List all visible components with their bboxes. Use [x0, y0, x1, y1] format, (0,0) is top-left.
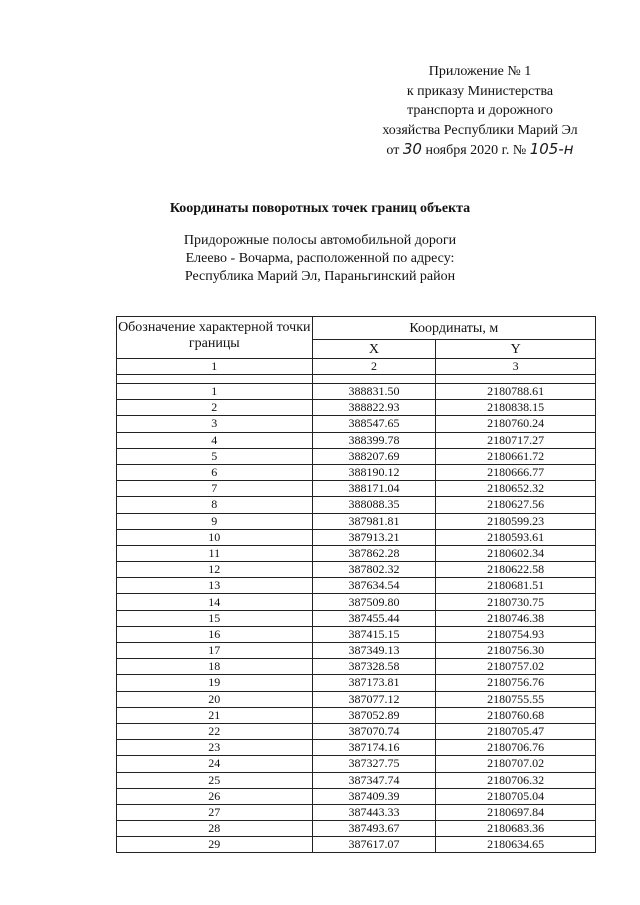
table-row [117, 529, 596, 545]
y-coordinate-cell: 2180707.02 [436, 756, 596, 772]
subtitle-line-2: Елеево - Вочарма, расположенной по адресу: [185, 251, 455, 266]
table-row [117, 400, 596, 416]
x-coordinate-cell: 388547.65 [312, 416, 436, 432]
point-number-cell: 27 [117, 804, 313, 820]
x-coordinate-cell: 387913.21 [312, 529, 436, 545]
point-number-cell: 6 [117, 464, 313, 480]
y-coordinate-cell: 2180683.36 [436, 821, 596, 837]
x-coordinate-cell: 388831.50 [312, 384, 436, 400]
point-number-cell: 18 [117, 659, 313, 675]
point-number-cell: 28 [117, 821, 313, 837]
table-row [117, 804, 596, 820]
y-coordinate-cell: 2180838.15 [436, 400, 596, 416]
y-coordinate-cell: 2180760.24 [436, 416, 596, 432]
x-coordinate-cell: 388088.35 [312, 497, 436, 513]
y-coordinate-cell: 2180697.84 [436, 804, 596, 820]
coordinates-rows [117, 384, 596, 853]
x-coordinate-cell: 387070.74 [312, 723, 436, 739]
y-coordinate-cell: 2180760.68 [436, 707, 596, 723]
table-row [117, 594, 596, 610]
point-number-cell: 19 [117, 675, 313, 691]
table-row [117, 497, 596, 513]
table-row [117, 788, 596, 804]
coordinates-header: Координаты, м [312, 317, 595, 340]
point-designation-header: Обозначение характерной точки границы [117, 317, 313, 359]
x-coordinate-cell: 387347.74 [312, 772, 436, 788]
point-number-cell: 21 [117, 707, 313, 723]
y-column-header: Y [436, 340, 596, 359]
table-row [117, 659, 596, 675]
table-row [117, 707, 596, 723]
document-header [360, 62, 600, 161]
point-number-cell: 29 [117, 837, 313, 853]
x-coordinate-cell: 387862.28 [312, 545, 436, 561]
document-title: Координаты поворотных точек границ объекта [169, 201, 471, 216]
y-coordinate-cell: 2180746.38 [436, 610, 596, 626]
point-number-cell: 9 [117, 513, 313, 529]
object-description [0, 232, 640, 286]
table-row [117, 562, 596, 578]
y-coordinate-cell: 2180593.61 [436, 529, 596, 545]
table-row [117, 821, 596, 837]
table-row [117, 643, 596, 659]
x-coordinate-cell: 387493.67 [312, 821, 436, 837]
appendix-label: Приложение № 1 [428, 64, 532, 79]
y-coordinate-cell: 2180599.23 [436, 513, 596, 529]
y-coordinate-cell: 2180627.56 [436, 497, 596, 513]
column-number: 1 [117, 359, 313, 375]
y-coordinate-cell: 2180756.30 [436, 643, 596, 659]
point-number-cell: 11 [117, 545, 313, 561]
table-row [117, 691, 596, 707]
table-row [117, 756, 596, 772]
x-coordinate-cell: 387509.80 [312, 594, 436, 610]
x-coordinate-cell: 387409.39 [312, 788, 436, 804]
x-coordinate-cell: 388822.93 [312, 400, 436, 416]
point-number-cell: 25 [117, 772, 313, 788]
x-coordinate-cell: 387802.32 [312, 562, 436, 578]
point-number-cell: 4 [117, 432, 313, 448]
order-date-line [360, 140, 600, 161]
y-coordinate-cell: 2180602.34 [436, 545, 596, 561]
point-number-cell: 20 [117, 691, 313, 707]
x-coordinate-cell: 388190.12 [312, 464, 436, 480]
table-row [117, 626, 596, 642]
point-number-cell: 5 [117, 448, 313, 464]
y-coordinate-cell: 2180666.77 [436, 464, 596, 480]
ministry-line: транспорта и дорожного [407, 103, 553, 118]
point-number-cell: 1 [117, 384, 313, 400]
point-number-cell: 3 [117, 416, 313, 432]
y-coordinate-cell: 2180705.04 [436, 788, 596, 804]
table-row [117, 481, 596, 497]
y-coordinate-cell: 2180705.47 [436, 723, 596, 739]
point-number-cell: 22 [117, 723, 313, 739]
point-number-cell: 8 [117, 497, 313, 513]
x-coordinate-cell: 387617.07 [312, 837, 436, 853]
point-number-cell: 23 [117, 740, 313, 756]
table-row [117, 464, 596, 480]
x-coordinate-cell: 387415.15 [312, 626, 436, 642]
point-number-cell: 17 [117, 643, 313, 659]
x-coordinate-cell: 387173.81 [312, 675, 436, 691]
x-coordinate-cell: 387634.54 [312, 578, 436, 594]
y-coordinate-cell: 2180757.02 [436, 659, 596, 675]
table-row [117, 545, 596, 561]
republic-line: хозяйства Республики Марий Эл [382, 122, 578, 138]
table-row [117, 772, 596, 788]
column-number: 2 [312, 359, 436, 375]
subtitle-line-1: Придорожные полосы автомобильной дороги [183, 233, 457, 248]
column-number: 3 [436, 359, 596, 375]
table-row [117, 723, 596, 739]
y-coordinate-cell: 2180681.51 [436, 578, 596, 594]
point-number-cell: 12 [117, 562, 313, 578]
point-number-cell: 13 [117, 578, 313, 594]
x-coordinate-cell: 387077.12 [312, 691, 436, 707]
table-row [117, 432, 596, 448]
y-coordinate-cell: 2180788.61 [436, 384, 596, 400]
column-number-row [117, 359, 596, 375]
table-row [117, 384, 596, 400]
x-coordinate-cell: 388399.78 [312, 432, 436, 448]
subtitle-line-3: Республика Марий Эл, Параньгинский район [184, 269, 456, 284]
y-coordinate-cell: 2180717.27 [436, 432, 596, 448]
y-coordinate-cell: 2180755.55 [436, 691, 596, 707]
y-coordinate-cell: 2180661.72 [436, 448, 596, 464]
table-row [117, 610, 596, 626]
table-row [117, 513, 596, 529]
spacer-row [117, 375, 596, 384]
y-coordinate-cell: 2180730.75 [436, 594, 596, 610]
handwritten-day: 30 [402, 140, 422, 158]
x-coordinate-cell: 388207.69 [312, 448, 436, 464]
y-coordinate-cell: 2180634.65 [436, 837, 596, 853]
date-middle: ноября 2020 г. № [425, 143, 527, 158]
order-line: к приказу Министерства [406, 83, 554, 99]
point-number-cell: 10 [117, 529, 313, 545]
x-coordinate-cell: 387455.44 [312, 610, 436, 626]
table-row [117, 740, 596, 756]
point-number-cell: 16 [117, 626, 313, 642]
x-coordinate-cell: 387443.33 [312, 804, 436, 820]
date-prefix: от [386, 143, 400, 158]
point-number-cell: 24 [117, 756, 313, 772]
point-number-cell: 15 [117, 610, 313, 626]
point-number-cell: 26 [117, 788, 313, 804]
point-number-cell: 2 [117, 400, 313, 416]
y-coordinate-cell: 2180756.76 [436, 675, 596, 691]
x-column-header: X [312, 340, 436, 359]
x-coordinate-cell: 387328.58 [312, 659, 436, 675]
coordinates-table [116, 316, 596, 853]
table-row [117, 448, 596, 464]
table-row [117, 675, 596, 691]
point-number-cell: 7 [117, 481, 313, 497]
x-coordinate-cell: 387052.89 [312, 707, 436, 723]
y-coordinate-cell: 2180754.93 [436, 626, 596, 642]
y-coordinate-cell: 2180652.32 [436, 481, 596, 497]
x-coordinate-cell: 387981.81 [312, 513, 436, 529]
table-row [117, 416, 596, 432]
handwritten-order-number: 105-н [529, 140, 574, 158]
table-row [117, 578, 596, 594]
point-number-cell: 14 [117, 594, 313, 610]
x-coordinate-cell: 387174.16 [312, 740, 436, 756]
table-row [117, 837, 596, 853]
y-coordinate-cell: 2180706.32 [436, 772, 596, 788]
y-coordinate-cell: 2180622.58 [436, 562, 596, 578]
y-coordinate-cell: 2180706.76 [436, 740, 596, 756]
x-coordinate-cell: 387349.13 [312, 643, 436, 659]
x-coordinate-cell: 387327.75 [312, 756, 436, 772]
x-coordinate-cell: 388171.04 [312, 481, 436, 497]
